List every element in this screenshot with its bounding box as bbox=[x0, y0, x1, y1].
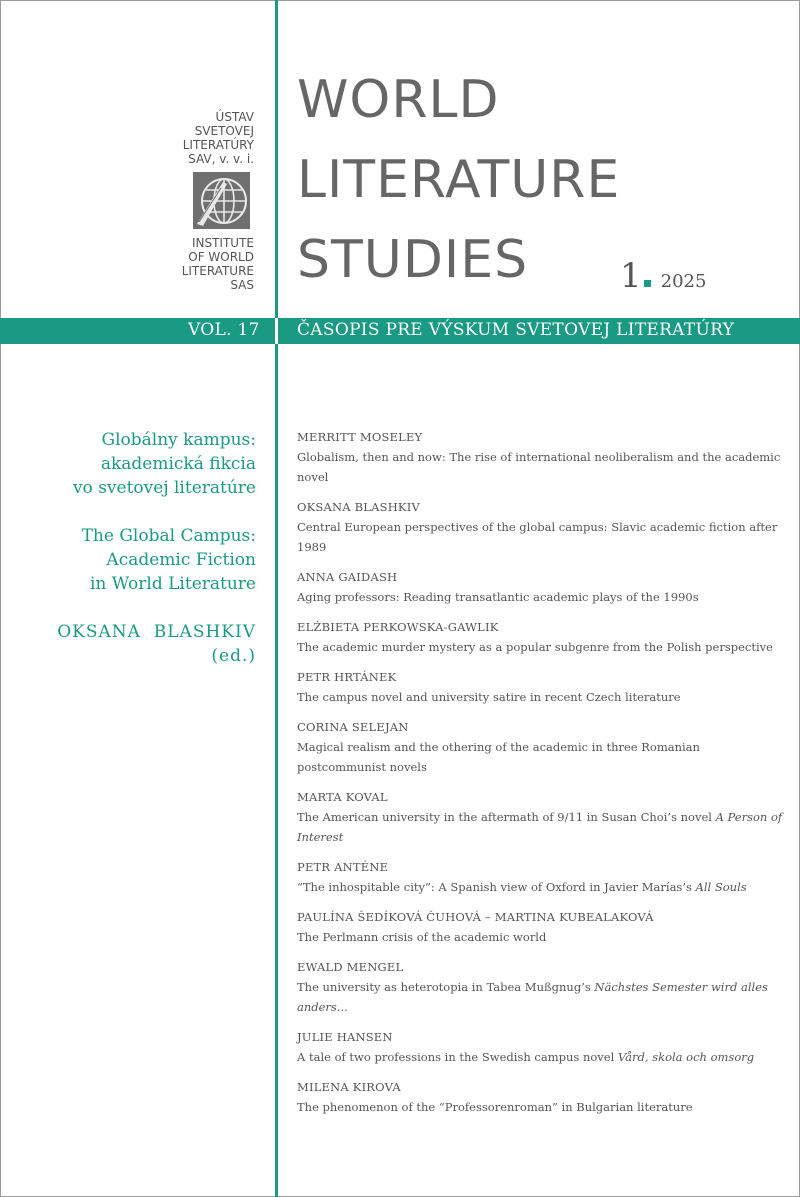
toc-article-title: “The inhospitable city”: A Spanish view of Oxford in Javier Marías’s All Souls bbox=[297, 880, 747, 894]
toc-article-title: The university as heterotopia in Tabea Mußgnug’s Nächstes Semester wird alles anders... bbox=[297, 980, 768, 1014]
editor-role: (ed.) bbox=[211, 646, 256, 666]
toc-entry bbox=[297, 1027, 787, 1067]
toc-entry bbox=[297, 787, 787, 847]
volume-band bbox=[0, 318, 800, 344]
toc-article-title: Central European perspectives of the global campus: Slavic academic fiction after 1989 bbox=[297, 520, 778, 554]
title-en-line: The Global Campus: bbox=[81, 526, 256, 546]
globe-quill-emblem-icon bbox=[193, 172, 250, 229]
toc-author: ANNA GAIDASH bbox=[297, 570, 398, 584]
vertical-divider bbox=[275, 0, 278, 1197]
toc-entry bbox=[297, 667, 787, 707]
table-of-contents bbox=[297, 427, 787, 1127]
institute-en-line: SAS bbox=[230, 278, 254, 292]
toc-author: PAULÍNA ŠEDÍKOVÁ ČUHOVÁ – MARTINA KUBEALAKOVÁ bbox=[297, 910, 654, 924]
institute-name-sk bbox=[160, 110, 254, 166]
institute-sk-line: LITERATÚRY bbox=[182, 138, 254, 152]
journal-title-line: LITERATURE bbox=[297, 150, 621, 210]
toc-article-title: Aging professors: Reading transatlantic academic plays of the 1990s bbox=[297, 590, 699, 604]
toc-entry bbox=[297, 957, 787, 1017]
toc-article-title: The phenomenon of the “Professorenroman” in Bulgarian literature bbox=[297, 1100, 693, 1114]
toc-author: ELŻBIETA PERKOWSKA-GAWLIK bbox=[297, 620, 499, 634]
title-sk-line: Globálny kampus: bbox=[101, 430, 256, 450]
institute-sk-line: SVETOVEJ bbox=[194, 124, 254, 138]
toc-author: PETR ANTÉNE bbox=[297, 860, 389, 874]
journal-subtitle: ČASOPIS PRE VÝSKUM SVETOVEJ LITERATÚRY bbox=[297, 320, 735, 340]
toc-author: MARTA KOVAL bbox=[297, 790, 388, 804]
institute-name-en bbox=[160, 236, 254, 292]
special-issue-title-en bbox=[26, 524, 256, 596]
toc-entry bbox=[297, 427, 787, 487]
special-issue-title-sk bbox=[26, 428, 256, 500]
toc-author: PETR HRTÁNEK bbox=[297, 670, 397, 684]
toc-entry bbox=[297, 717, 787, 777]
toc-entry bbox=[297, 1077, 787, 1117]
toc-author: CORINA SELEJAN bbox=[297, 720, 409, 734]
toc-author: JULIE HANSEN bbox=[297, 1030, 393, 1044]
toc-article-title: The American university in the aftermath of 9/11 in Susan Choi’s novel A Person of Interest bbox=[297, 810, 783, 844]
band-divider bbox=[275, 318, 278, 344]
toc-article-title: Globalism, then and now: The rise of international neoliberalism and the academic novel bbox=[297, 450, 781, 484]
toc-author: MILENA KIROVA bbox=[297, 1080, 401, 1094]
title-sk-line: akademická fikcia bbox=[100, 454, 256, 474]
toc-article-title: The campus novel and university satire in recent Czech literature bbox=[297, 690, 681, 704]
toc-entry bbox=[297, 907, 787, 947]
title-sk-line: vo svetovej literatúre bbox=[72, 478, 256, 498]
institute-sk-line: ÚSTAV bbox=[215, 110, 254, 124]
toc-article-title: A tale of two professions in the Swedish campus novel Vård, skola och omsorg bbox=[297, 1050, 755, 1064]
toc-entry bbox=[297, 567, 787, 607]
issue-dot bbox=[644, 280, 651, 287]
issue-num: 1 bbox=[620, 256, 642, 296]
journal-title-line: STUDIES bbox=[297, 230, 529, 290]
toc-entry bbox=[297, 497, 787, 557]
toc-article-title: The Perlmann crisis of the academic world bbox=[297, 930, 547, 944]
institute-sk-line: SAV, v. v. i. bbox=[188, 152, 254, 166]
editor-name: OKSANA BLASHKIV bbox=[57, 622, 256, 642]
toc-author: OKSANA BLASHKIV bbox=[297, 500, 420, 514]
toc-article-title: The academic murder mystery as a popular subgenre from the Polish perspective bbox=[297, 640, 773, 654]
volume-label: VOL. 17 bbox=[188, 320, 260, 340]
journal-title bbox=[297, 60, 620, 300]
issue-number bbox=[620, 256, 706, 296]
issue-year: 2025 bbox=[660, 271, 707, 292]
institute-en-line: OF WORLD bbox=[188, 250, 254, 264]
title-en-line: Academic Fiction bbox=[106, 550, 256, 570]
toc-author: MERRITT MOSELEY bbox=[297, 430, 423, 444]
title-en-line: in World Literature bbox=[89, 574, 256, 594]
toc-article-title: Magical realism and the othering of the academic in three Romanian postcommunist novels bbox=[297, 740, 700, 774]
toc-author: EWALD MENGEL bbox=[297, 960, 404, 974]
institute-en-line: LITERATURE bbox=[181, 264, 254, 278]
journal-title-line: WORLD bbox=[297, 70, 500, 130]
institute-en-line: INSTITUTE bbox=[191, 236, 254, 250]
toc-entry bbox=[297, 617, 787, 657]
special-issue-editor bbox=[26, 620, 256, 668]
toc-entry bbox=[297, 857, 787, 897]
